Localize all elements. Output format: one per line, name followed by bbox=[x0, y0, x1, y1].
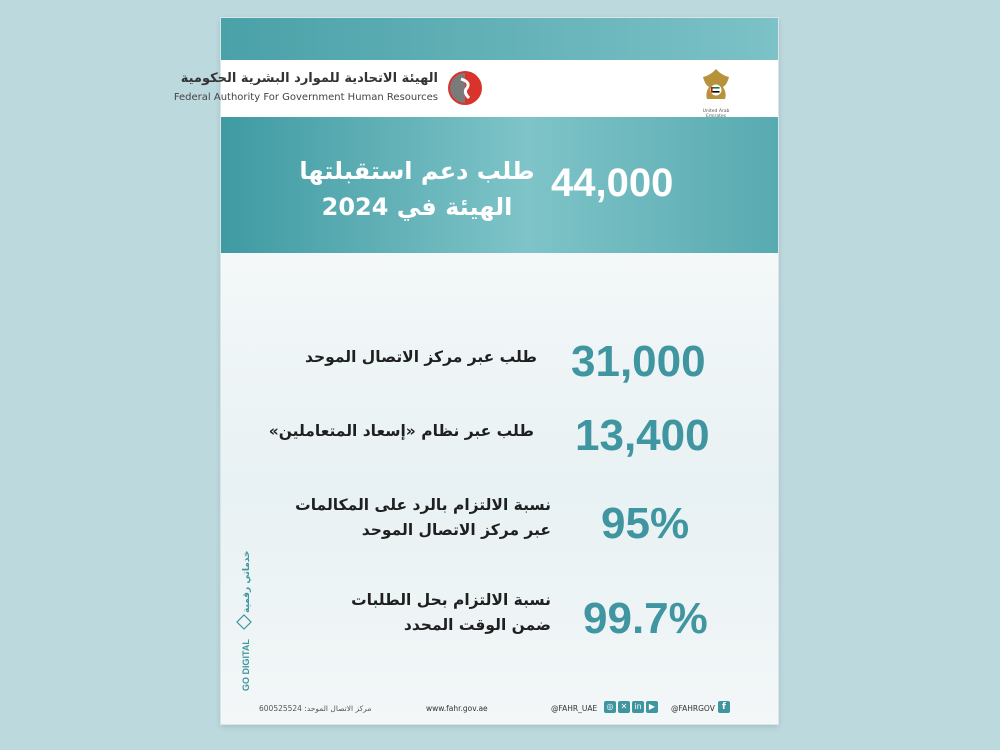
go-digital-logo bbox=[235, 550, 255, 693]
stat-label: طلب عبر مركز الاتصال الموحد bbox=[305, 348, 537, 366]
facebook-icon[interactable]: f bbox=[718, 701, 730, 713]
social-icons bbox=[604, 701, 660, 713]
youtube-icon[interactable]: ▶ bbox=[646, 701, 658, 713]
stat-label: نسبة الالتزام بالرد على المكالمات عبر مركز الاتصال الموحد bbox=[295, 496, 551, 539]
stats-area bbox=[221, 253, 778, 724]
header bbox=[173, 60, 778, 117]
go-digital-en: GO DIGITAL bbox=[241, 639, 251, 691]
authority-name-ar: الهيئة الاتحادية للموارد البشرية الحكومية bbox=[180, 71, 438, 86]
x-icon[interactable]: ✕ bbox=[618, 701, 630, 713]
footer bbox=[221, 698, 778, 720]
top-band bbox=[221, 18, 778, 60]
authority-name-en: Federal Authority For Government Human Resources bbox=[173, 92, 438, 103]
footer-website-link[interactable]: www.fahr.gov.ae bbox=[426, 704, 488, 713]
stat-label: نسبة الالتزام بحل الطلبات ضمن الوقت المحدد bbox=[351, 591, 551, 634]
fahr-logo-icon bbox=[447, 70, 483, 106]
linkedin-icon[interactable]: in bbox=[632, 701, 644, 713]
hero-line-2: الهيئة في 2024 bbox=[321, 193, 513, 221]
hero-banner bbox=[221, 117, 778, 253]
instagram-icon[interactable]: ◎ bbox=[604, 701, 616, 713]
stat-label: طلب عبر نظام «إسعاد المتعاملين» bbox=[268, 422, 534, 440]
go-digital-ar: خدماتي رقمية bbox=[242, 550, 252, 613]
stat-value: 13,400 bbox=[575, 411, 710, 460]
emblem-caption: United Arab bbox=[702, 109, 730, 114]
footer-handle-secondary[interactable]: @FAHRGOV bbox=[671, 704, 715, 713]
hero-number: 44,000 bbox=[551, 161, 674, 205]
footer-phone: مركز الاتصال الموحد: 600525524 bbox=[259, 704, 372, 713]
hero-text bbox=[292, 153, 542, 225]
infographic-card bbox=[173, 18, 778, 724]
hero-line-1: طلب دعم استقبلتها bbox=[299, 157, 535, 185]
go-digital-tag-icon bbox=[237, 615, 251, 629]
stat-value: 95% bbox=[601, 499, 690, 548]
uae-emblem-icon bbox=[695, 65, 737, 113]
stat-value: 31,000 bbox=[571, 337, 706, 386]
footer-handle-primary[interactable]: @FAHR_UAE bbox=[551, 704, 598, 713]
stat-value: 99.7% bbox=[583, 594, 708, 643]
